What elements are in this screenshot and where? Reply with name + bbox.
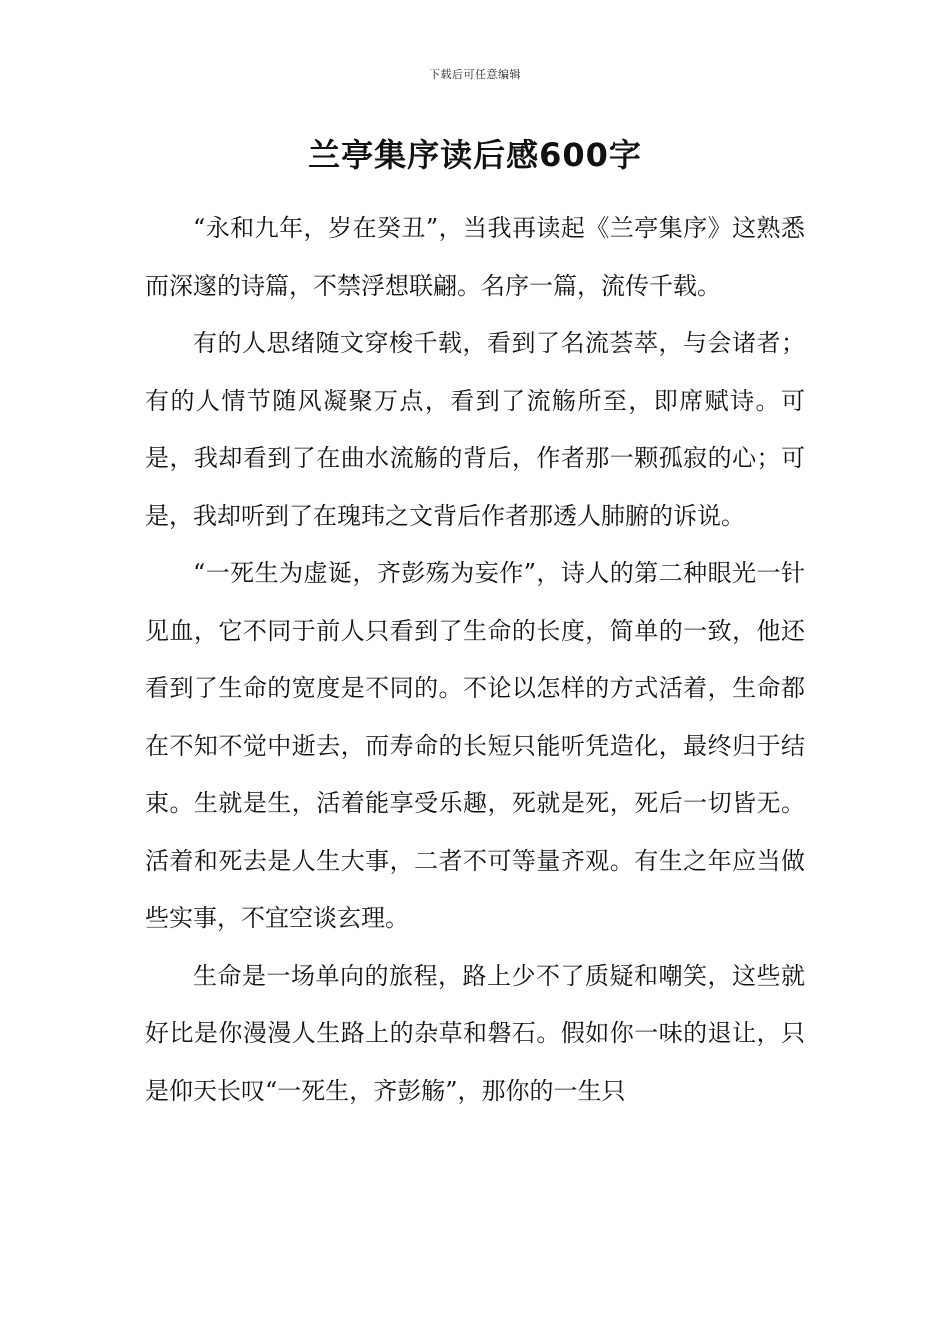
- paragraph-4: 生命是一场单向的旅程，路上少不了质疑和嘲笑，这些就好比是你漫漫人生路上的杂草和磐石。假如你一味的退让，只是仰天长叹“一死生，齐彭觞”，那你的一生只: [145, 961, 805, 1105]
- page-title: 兰亭集序读后感600字: [308, 136, 642, 174]
- paragraph-2: 有的人思绪随文穿梭千载，看到了名流荟萃，与会诸者；有的人情节随风凝聚万点，看到了流觞所至，即席赋诗。可是，我却看到了在曲水流觞的背后，作者那一颗孤寂的心；可是，我却听到了在瑰玮之文背后作者那透人肺腑的诉说。: [145, 329, 805, 530]
- paragraph-3: “一死生为虚诞，齐彭殇为妄作”，诗人的第二种眼光一针见血，它不同于前人只看到了生命的长度，简单的一致，他还看到了生命的宽度是不同的。不论以怎样的方式活着，生命都在不知不觉中逝去，而寿命的长短只能听凭造化，最终归于结束。生就是生，活着能享受乐趣，死就是死，死后一切皆无。活着和死去是人生大事，二者不可等量齐观。有生之年应当做些实事，不宜空谈玄理。: [145, 559, 805, 932]
- paragraph-1: “永和九年，岁在癸丑”，当我再读起《兰亭集序》这熟悉而深邃的诗篇，不禁浮想联翩。名序一篇，流传千载。: [145, 214, 805, 300]
- header-note: 下载后可任意编辑: [429, 68, 521, 81]
- article-body: [145, 200, 805, 1120]
